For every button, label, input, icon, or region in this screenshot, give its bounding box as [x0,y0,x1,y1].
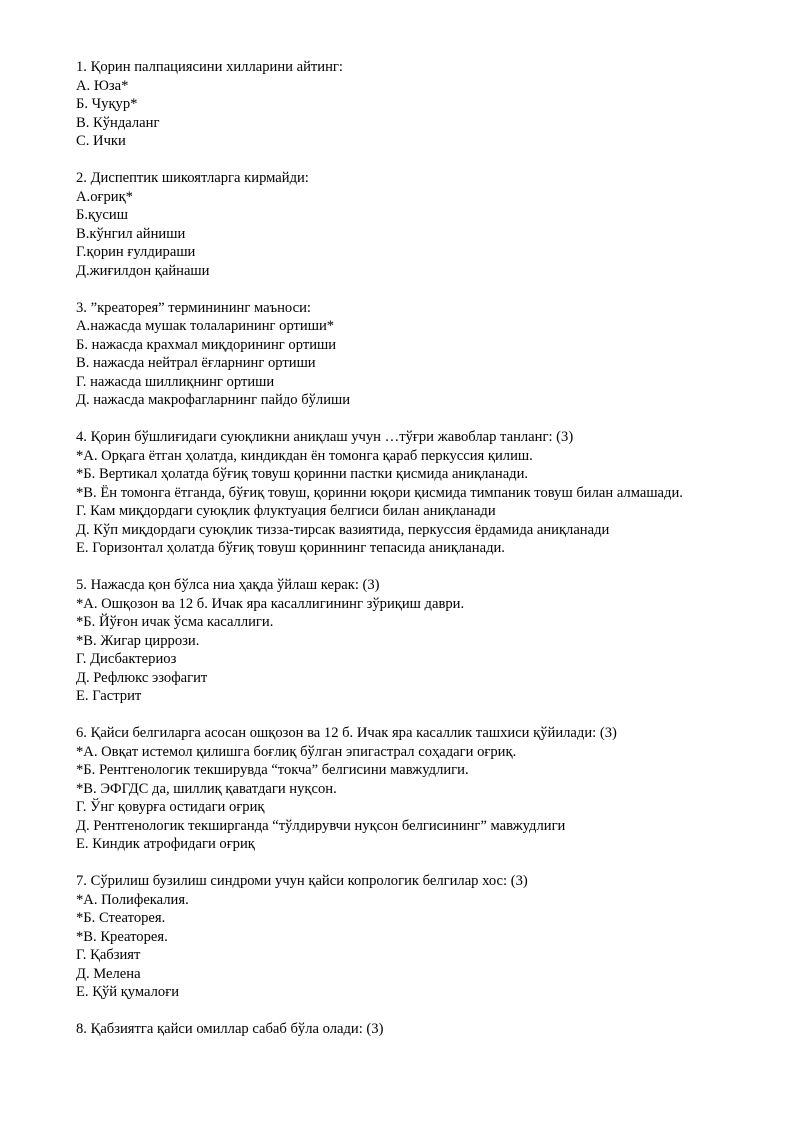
answer-option: С. Ички [76,133,126,149]
answer-option: Д. Рентгенологик текширганда “тўлдирувчи нуқсон белгисининг” мавжудлиги [76,817,566,834]
question-text: 1. Қорин палпациясини хилларини айтинг: [76,59,343,75]
answer-option: Г. Қабзият [76,947,141,963]
answer-option: Е. Гастрит [76,688,142,704]
answer-option: Г.қорин ғулдираши [76,244,196,260]
answer-option: Д. Рефлюкс эзофагит [76,669,208,686]
answer-option: А.оғриқ* [76,188,133,205]
answer-option: Е. Горизонтал ҳолатда бўғиқ товуш қориннинг тепасида аниқланади. [76,540,505,556]
answer-option: *В. Креаторея. [76,928,168,945]
answer-option: Б.қусиш [76,207,128,223]
answer-option: Б. нажасда крахмал миқдорининг ортиши [76,336,337,353]
answer-option: Г. Дисбактериоз [76,651,177,667]
question-1 [76,58,724,151]
answer-option: *А. Орқага ётган ҳолатда, киндикдан ён томонга қараб перкуссия қилиш. [76,447,533,464]
answer-option: Е. Қўй қумалоғи [76,984,180,1000]
question-text: 3. ”креаторея” терминининг маъноси: [76,299,311,316]
answer-option: Г. Кам миқдордаги суюқлик флуктуация белгиси билан аниқланади [76,503,496,519]
answer-option: Г. нажасда шиллиқнинг ортиши [76,373,275,390]
answer-option: *Б. Стеаторея. [76,910,166,926]
answer-option: *В. Ён томонга ётганда, бўғиқ товуш, қоринни юқори қисмида тимпаник товуш билан алмашади. [76,484,683,501]
answer-option: В. Кўндаланг [76,114,160,131]
question-text: 6. Қайси белгиларга асосан ошқозон ва 12 б. Ичак яра касаллик ташхиси қўйилади: (3) [76,725,617,741]
answer-option: *А. Ошқозон ва 12 б. Ичак яра касаллигининг зўриқиш даври. [76,595,465,612]
answer-option: Б. Чуқур* [76,96,138,112]
answer-option: *Б. Йўғон ичак ўсма касаллиги. [76,614,274,630]
question-4 [76,428,724,558]
answer-option: *Б. Рентгенологик текширувда “токча” белгисини мавжудлиги. [76,762,469,778]
answer-option: *А. Полифекалия. [76,891,189,908]
answer-option: А.нажасда мушак толаларининг ортиши* [76,318,335,334]
answer-option: В. нажасда нейтрал ёғларнинг ортиши [76,355,316,371]
document-content [76,58,724,1039]
question-7 [76,872,724,1002]
answer-option: Е. Киндик атрофидаги оғриқ [76,836,255,852]
question-text: 4. Қорин бўшлиғидаги суюқликни аниқлаш учун …тўғри жавоблар танланг: (3) [76,429,574,445]
question-text: 7. Сўрилиш бузилиш синдроми учун қайси копрологик белгилар хос: (3) [76,873,528,889]
question-5 [76,576,724,706]
answer-option: Д.жиғилдон қайнаши [76,262,210,279]
answer-option: Д. Мелена [76,965,141,982]
answer-option: *В. ЭФГДС да, шиллиқ қаватдаги нуқсон. [76,780,337,797]
question-text: 2. Диспептик шикоятларга кирмайди: [76,170,309,186]
question-6 [76,724,724,854]
answer-option: Д. нажасда макрофагларнинг пайдо бўлиши [76,392,351,408]
answer-option: А. Юза* [76,77,129,94]
answer-option: *Б. Вертикал ҳолатда бўғиқ товуш қоринни пастки қисмида аниқланади. [76,466,529,482]
answer-option: В.кўнгил айниши [76,225,186,242]
question-8 [76,1020,724,1039]
question-2 [76,169,724,280]
answer-option: *А. Овқат истемол қилишга боғлиқ бўлган эпигастрал соҳадаги оғриқ. [76,743,517,760]
question-text: 5. Нажасда қон бўлса ниа ҳақда ўйлаш керак: (3) [76,577,380,593]
answer-option: Г. Ўнг қовурға остидаги оғриқ [76,799,265,815]
question-3 [76,299,724,410]
question-text: 8. Қабзиятга қайси омиллар сабаб бўла олади: (3) [76,1021,384,1037]
answer-option: Д. Кўп миқдордаги суюқлик тизза-тирсак вазиятида, перкуссия ёрдамида аниқланади [76,521,610,538]
answer-option: *В. Жигар циррози. [76,632,200,649]
